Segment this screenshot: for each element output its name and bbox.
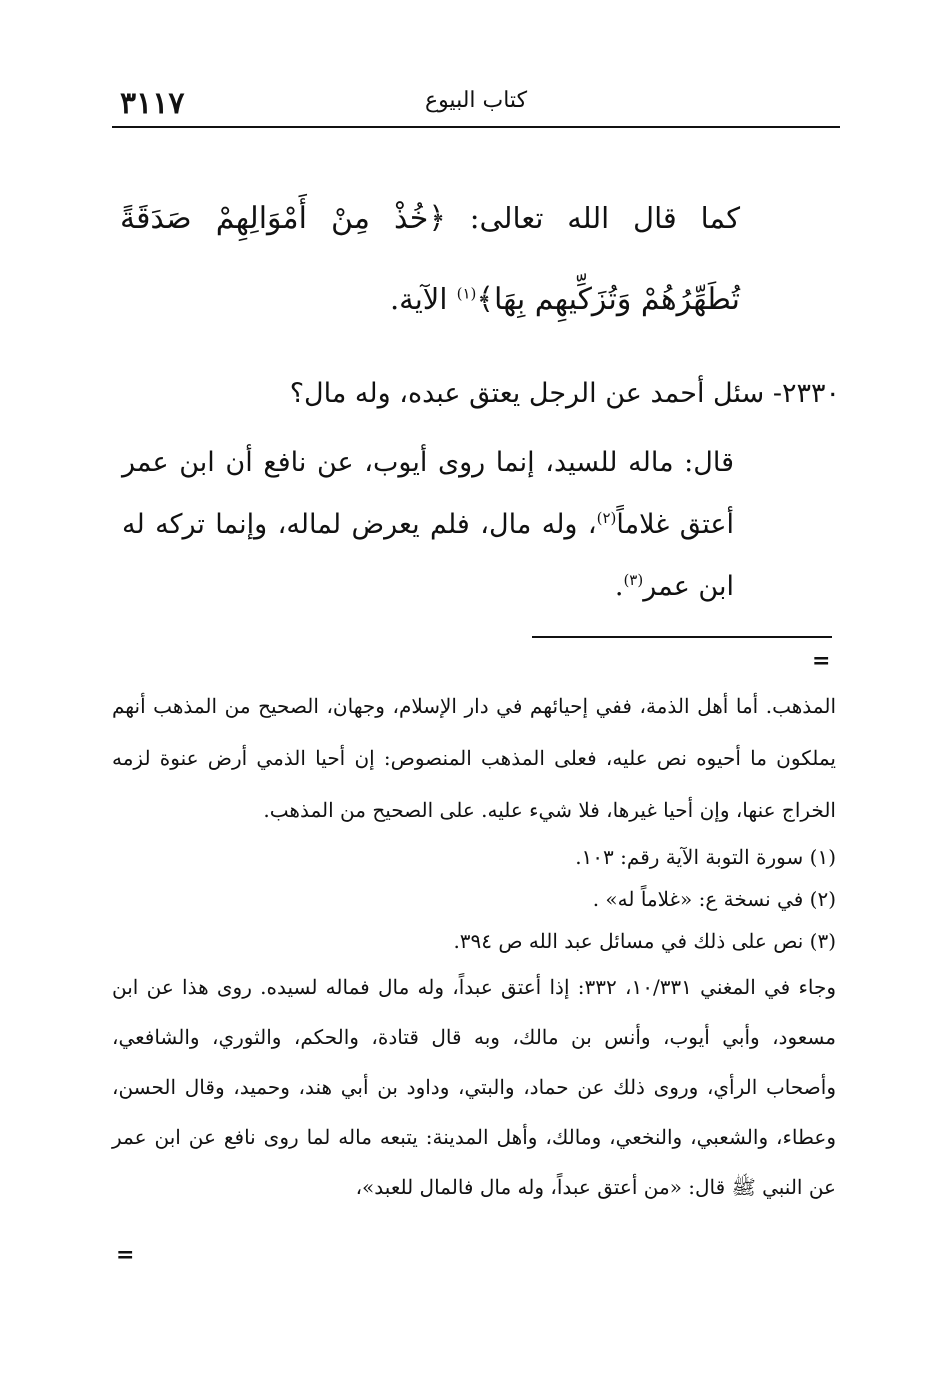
footnote-2: (٢) في نسخة ع: «غلاماً له» . — [592, 887, 836, 911]
footnote-ref-3[interactable]: (٣) — [623, 571, 644, 589]
entry-answer — [122, 432, 734, 618]
footnote-1: (١) سورة التوبة الآية رقم: ١٠٣. — [575, 845, 836, 869]
footnote-ref-2[interactable]: (٢) — [596, 509, 617, 527]
answer-end: . — [614, 571, 624, 602]
running-header — [112, 84, 840, 124]
entry-number: ٢٣٣٠- — [764, 378, 840, 409]
question-text: سئل أحمد عن الرجل يعتق عبده، وله مال؟ — [289, 378, 765, 409]
quran-quote: ﴿خُذْ مِنْ أَمْوَالِهِمْ صَدَقَةً تُطَهِّرُهُمْ وَتُزَكِّيهِم بِهَا﴾ — [120, 201, 740, 317]
answer-part-2: ، وله مال، فلم يعرض لماله، وإنما تركه له ابن عمر — [122, 509, 734, 602]
footnotes-section — [112, 680, 836, 1212]
entry-question — [140, 378, 840, 409]
continued-footnote: المذهب. أما أهل الذمة، ففي إحيائهم في دار الإسلام، وجهان، الصحيح من المذهب أنهم يملكون ما أحيوه نص عليه، فعلى المذهب المنصوص: إن أحيا الذمي أرض عنوة لزمه الخراج عنها، وإن أحيا غيرها، فلا شيء عليه. على الصحيح من المذهب. — [112, 694, 836, 822]
book-title: كتاب البيوع — [424, 88, 528, 113]
footnote-3: (٣) نص على ذلك في مسائل عبد الله ص ٣٩٤. — [453, 929, 836, 953]
footnote-separator — [532, 636, 832, 638]
continuation-marker-bottom: = — [116, 1242, 135, 1268]
header-rule — [112, 126, 840, 128]
footnote-ref-1[interactable]: (١) — [456, 284, 477, 303]
footnote-3-extended: وجاء في المغني ١٠/٣٣١، ٣٣٢: إذا أعتق عبداً، وله مال فماله لسيده. روى هذا عن ابن مسعود، وأبي أيوب، وأنس بن مالك، وبه قال قتادة، والحكم، والثوري، والشافعي، وأصحاب الرأي، وروى ذلك عن حماد، والبتي، وداود بن أبي هند، وحميد، وقال الحسن، وعطاء، والشعبي، والنخعي، ومالك، وأهل المدينة: يتبعه ماله لما روى نافع عن ابن عمر عن النبي ﷺ قال: «من أعتق عبداً، وله مال فالمال للعبد»، — [112, 975, 837, 1199]
answer-part-1: قال: ماله للسيد، إنما روى أيوب، عن نافع أن ابن عمر أعتق غلاماً — [122, 447, 734, 540]
quran-verse-paragraph — [120, 178, 740, 340]
continuation-marker-top: = — [812, 648, 831, 674]
verse-after: الآية. — [389, 282, 457, 316]
verse-intro: كما قال الله تعالى: — [445, 201, 740, 235]
page-number: ٣١١٧ — [120, 86, 185, 121]
